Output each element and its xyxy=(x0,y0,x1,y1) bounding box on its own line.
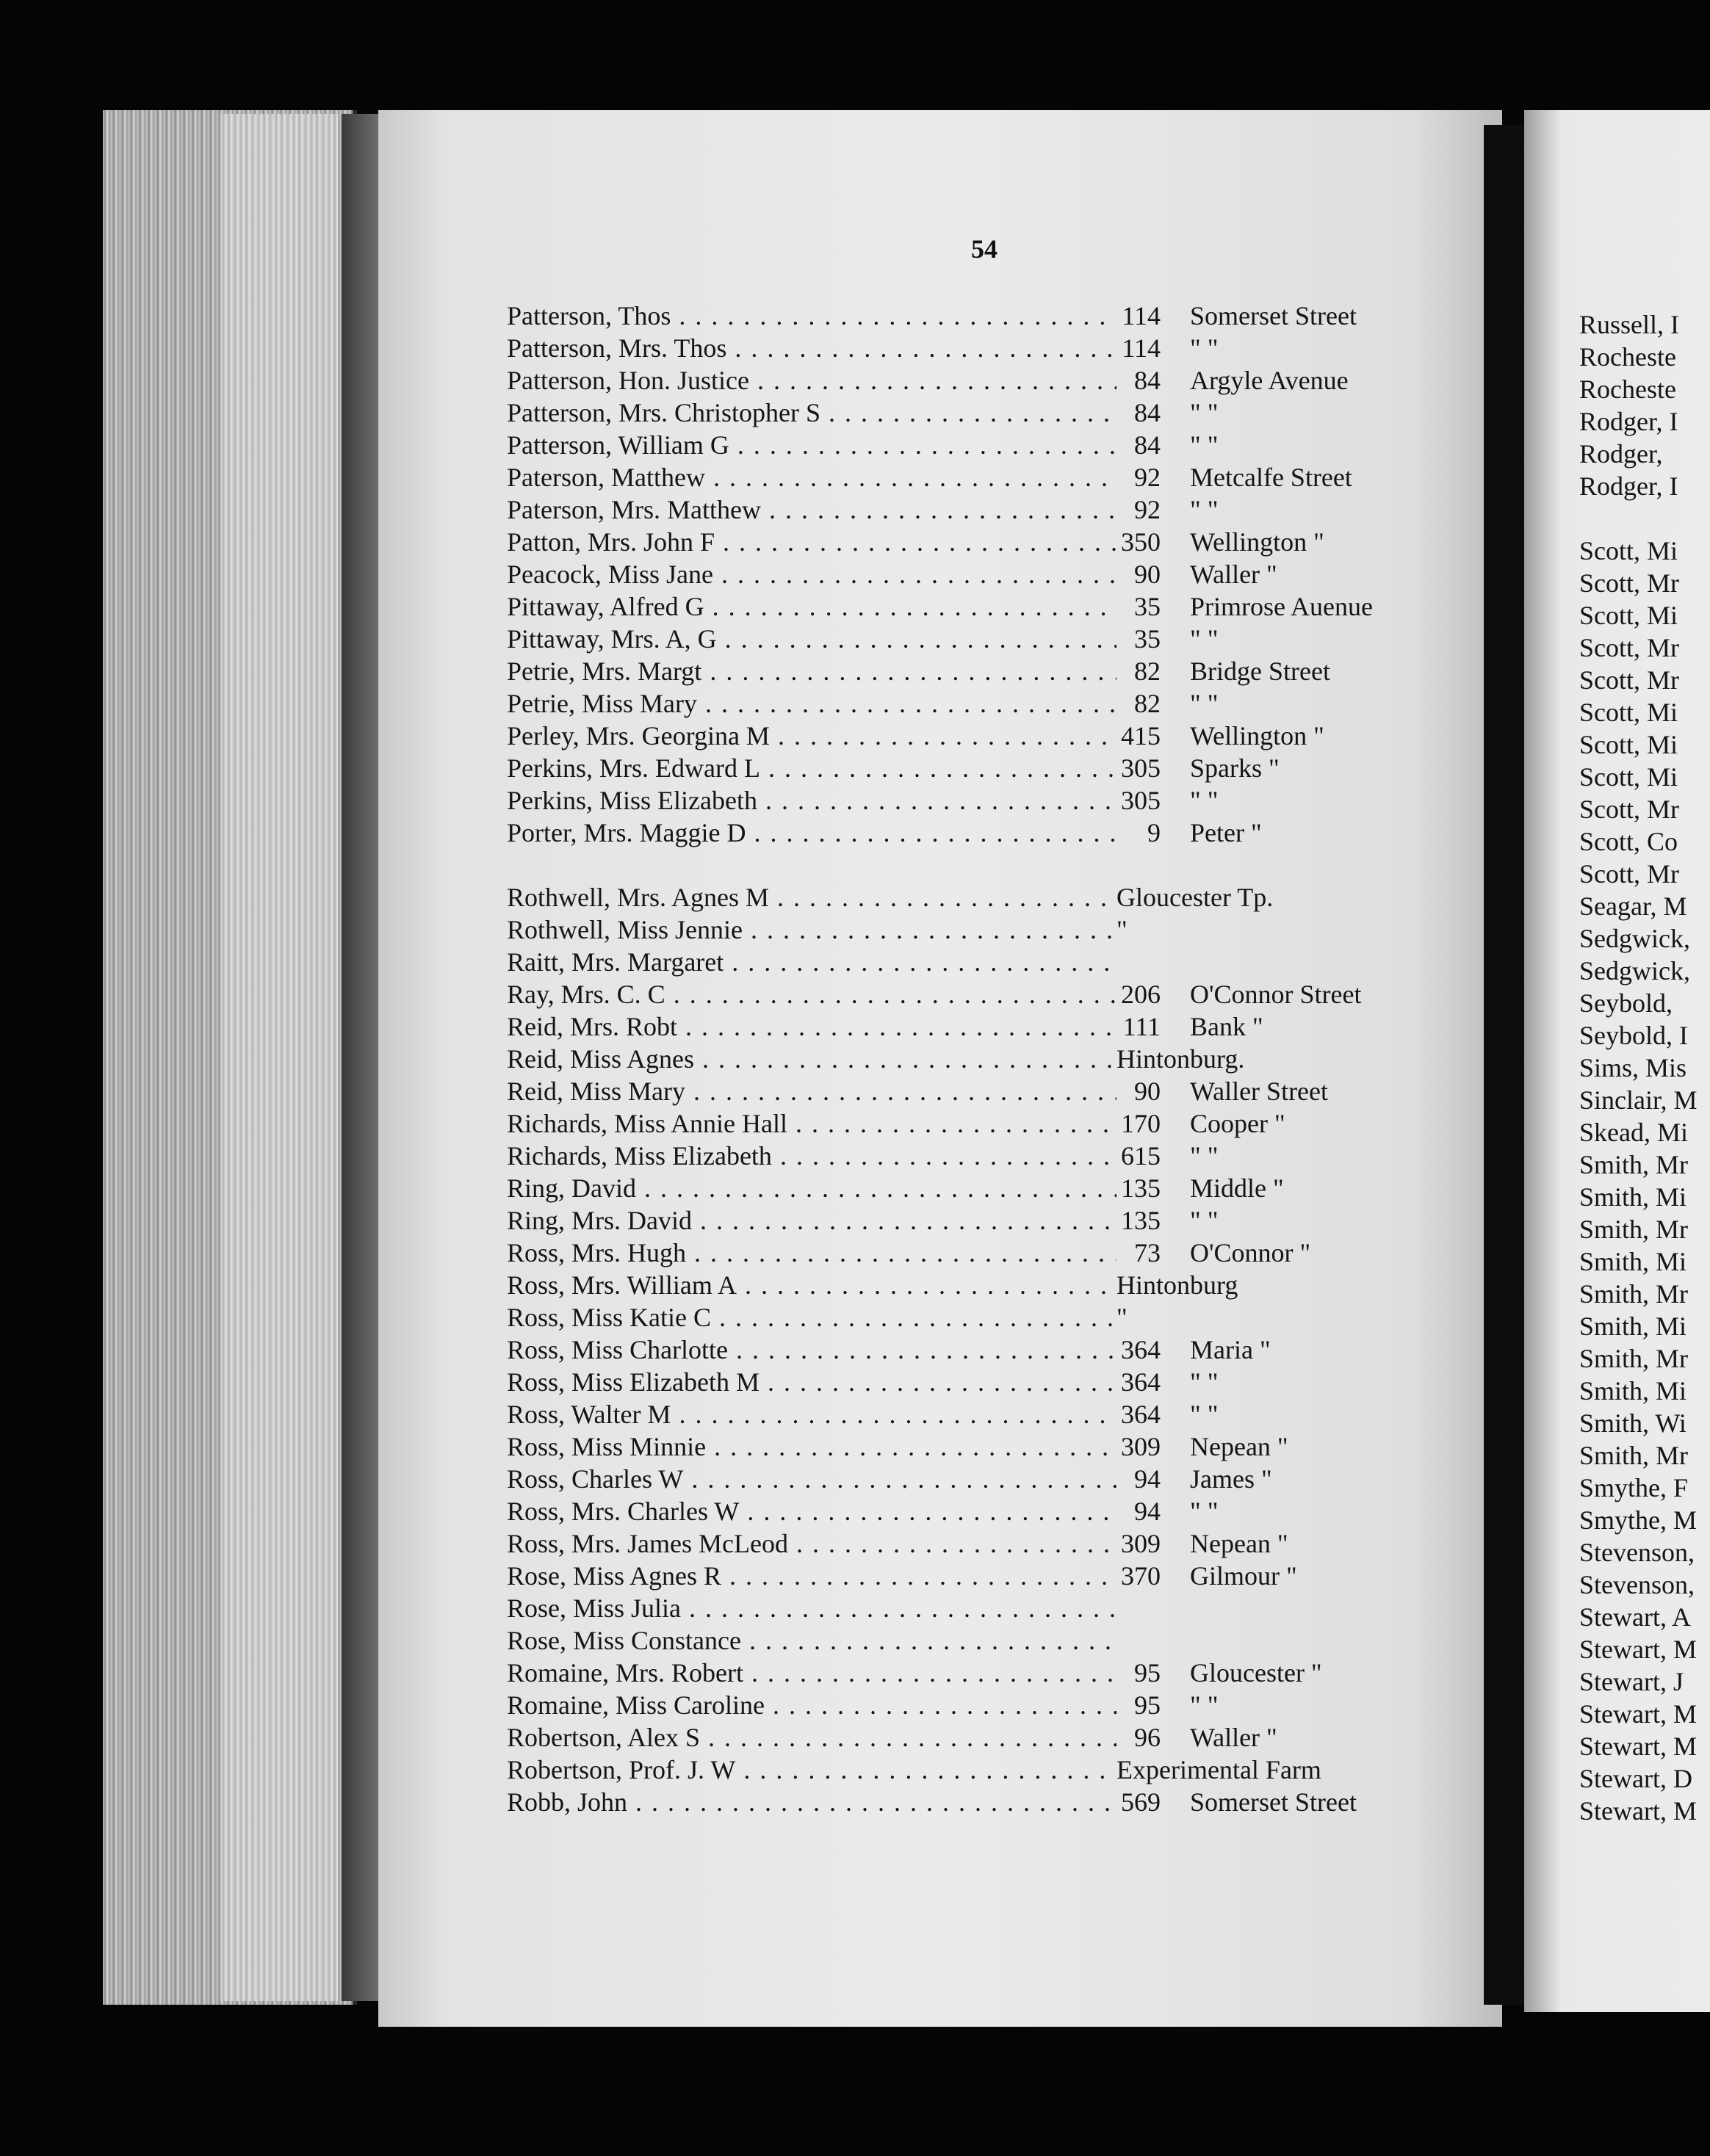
entry-name: Romaine, Mrs. Robert . . . xyxy=(507,1657,1116,1689)
entry-name: Patterson, Hon. Justice . . . xyxy=(507,364,1116,397)
facing-page-entry: Smith, Wi xyxy=(1579,1408,1686,1438)
entry-address: Gloucester Tp. xyxy=(1116,883,1274,912)
entry-name: Ross, Miss Elizabeth M . . . xyxy=(507,1366,1116,1398)
entry-name: Ring, Mrs. David . . . xyxy=(507,1204,1116,1237)
facing-page-entry: Rodger, xyxy=(1579,439,1663,469)
entry-address: Waller " xyxy=(1190,560,1277,589)
entry-name: Romaine, Miss Caroline . . . xyxy=(507,1689,1116,1721)
entry-address: Metcalfe Street xyxy=(1190,463,1352,492)
entry-street-number: 114 xyxy=(1122,301,1161,330)
directory-entry xyxy=(507,1560,1491,1592)
entry-street-number: 114 xyxy=(1122,333,1161,363)
directory-entry xyxy=(507,1366,1491,1398)
entry-name: Raitt, Mrs. Margaret . . . xyxy=(507,946,1116,978)
entry-name: Ross, Mrs. Charles W . . . xyxy=(507,1495,1116,1527)
entry-street-number: 94 xyxy=(1134,1464,1161,1494)
directory-entry xyxy=(507,1721,1491,1754)
entry-address: " " xyxy=(1190,1141,1219,1171)
entry-address: " " xyxy=(1190,430,1219,460)
directory-entry xyxy=(507,914,1491,946)
directory-entry xyxy=(507,1301,1491,1334)
entry-name: Richards, Miss Elizabeth . . . xyxy=(507,1140,1116,1172)
facing-page-entry: Smythe, F xyxy=(1579,1473,1689,1502)
facing-page-entry: Stevenson, xyxy=(1579,1538,1695,1567)
entry-street-number: 170 xyxy=(1121,1109,1161,1138)
entry-address: " " xyxy=(1190,1367,1219,1397)
entry-name: Patterson, Thos . . . xyxy=(507,300,1116,332)
entry-name: Ross, Mrs. William A . . . xyxy=(507,1269,1116,1301)
directory-entry xyxy=(507,1657,1491,1689)
facing-page-entry: Seagar, M xyxy=(1579,891,1687,921)
facing-page-entries xyxy=(1579,308,1710,1827)
entry-address: Peter " xyxy=(1190,818,1262,847)
entry-address: Somerset Street xyxy=(1190,1787,1357,1817)
entry-address: " xyxy=(1116,1303,1128,1332)
directory-entry xyxy=(507,429,1491,461)
entry-address: Wellington " xyxy=(1190,721,1324,750)
entry-address: Maria " xyxy=(1190,1335,1271,1364)
facing-page-entry: Scott, Mr xyxy=(1579,633,1680,662)
directory-entry xyxy=(507,978,1491,1010)
facing-page-entry: Smith, Mr xyxy=(1579,1441,1689,1470)
facing-page-entry: Smith, Mi xyxy=(1579,1376,1687,1406)
entry-street-number: 305 xyxy=(1121,753,1161,783)
entry-street-number: 84 xyxy=(1134,430,1161,460)
entry-address: Gloucester " xyxy=(1190,1658,1322,1687)
entry-street-number: 615 xyxy=(1121,1141,1161,1171)
entry-street-number: 370 xyxy=(1121,1561,1161,1591)
entry-address: " " xyxy=(1190,624,1219,654)
facing-page-entry: Scott, Mi xyxy=(1579,698,1678,727)
entry-name: Richards, Miss Annie Hall . . . xyxy=(507,1107,1116,1140)
facing-page-entry: Smith, Mr xyxy=(1579,1215,1689,1244)
entry-name: Rothwell, Miss Jennie . . . xyxy=(507,914,1116,946)
entry-name: Reid, Miss Agnes . . . xyxy=(507,1043,1116,1075)
entry-name: Ross, Miss Minnie . . . xyxy=(507,1430,1116,1463)
directory-entry xyxy=(507,623,1491,655)
directory-entry xyxy=(507,1463,1491,1495)
entry-address: Primrose Auenue xyxy=(1190,592,1373,621)
facing-page-entry: Scott, Mr xyxy=(1579,795,1680,824)
entry-name: Reid, Miss Mary . . . xyxy=(507,1075,1116,1107)
directory-entry xyxy=(507,1107,1491,1140)
facing-page-entry: Sims, Mis xyxy=(1579,1053,1687,1082)
facing-page-entry: Scott, Mi xyxy=(1579,601,1678,630)
entry-address: " " xyxy=(1190,1206,1219,1235)
facing-page-entry: Seybold, xyxy=(1579,988,1673,1018)
entry-street-number: 569 xyxy=(1121,1787,1161,1817)
entry-address: Argyle Avenue xyxy=(1190,366,1349,395)
directory-entry xyxy=(507,493,1491,526)
directory-entry xyxy=(507,1075,1491,1107)
entry-name: Reid, Mrs. Robt . . . xyxy=(507,1010,1116,1043)
facing-page-entry: Sedgwick, xyxy=(1579,956,1690,985)
page-edge-shadow xyxy=(342,114,378,2001)
directory-entry xyxy=(507,397,1491,429)
entry-street-number: 94 xyxy=(1134,1497,1161,1526)
facing-page-entry: Scott, Co xyxy=(1579,827,1678,856)
entry-street-number: 305 xyxy=(1121,786,1161,815)
facing-page-entry: Rodger, I xyxy=(1579,471,1678,501)
facing-page-entry: Smith, Mi xyxy=(1579,1182,1687,1212)
entry-address: Waller " xyxy=(1190,1723,1277,1752)
entry-street-number: 135 xyxy=(1121,1206,1161,1235)
directory-entry xyxy=(507,558,1491,590)
facing-page-entry: Skead, Mi xyxy=(1579,1118,1688,1147)
directory-entry xyxy=(507,1430,1491,1463)
entry-street-number: 364 xyxy=(1121,1335,1161,1364)
directory-entry xyxy=(507,364,1491,397)
book-page-edges-inner xyxy=(220,114,338,2001)
entry-name: Rothwell, Mrs. Agnes M . . . xyxy=(507,881,1116,914)
directory-entry xyxy=(507,687,1491,720)
directory-entry xyxy=(507,1269,1491,1301)
facing-page-entry: Smith, Mr xyxy=(1579,1344,1689,1373)
directory-entry xyxy=(507,1527,1491,1560)
facing-page-entry: Rodger, I xyxy=(1579,407,1678,436)
directory-entry xyxy=(507,1754,1491,1786)
entry-name: Patton, Mrs. John F . . . xyxy=(507,526,1116,558)
entry-street-number: 364 xyxy=(1121,1367,1161,1397)
entry-street-number: 92 xyxy=(1134,463,1161,492)
directory-entry xyxy=(507,1592,1491,1624)
entry-name: Rose, Miss Julia . . . xyxy=(507,1592,1116,1624)
entry-name: Ray, Mrs. C. C . . . xyxy=(507,978,1116,1010)
directory-entry xyxy=(507,784,1491,817)
facing-page-entry: Smith, Mi xyxy=(1579,1247,1687,1276)
entry-address: Somerset Street xyxy=(1190,301,1357,330)
directory-entry xyxy=(507,655,1491,687)
facing-page-entry: Rocheste xyxy=(1579,375,1676,404)
entry-name: Peacock, Miss Jane . . . xyxy=(507,558,1116,590)
entry-street-number: 96 xyxy=(1134,1723,1161,1752)
directory-entry xyxy=(507,300,1491,332)
entry-name: Ross, Miss Charlotte . . . xyxy=(507,1334,1116,1366)
entry-address: Bridge Street xyxy=(1190,656,1330,686)
facing-page-entry: Sinclair, M xyxy=(1579,1085,1698,1115)
entry-street-number: 82 xyxy=(1134,689,1161,718)
entry-address: Gilmour " xyxy=(1190,1561,1297,1591)
entry-address: Nepean " xyxy=(1190,1529,1288,1558)
facing-page-entry: Smythe, M xyxy=(1579,1505,1698,1535)
entry-street-number: 9 xyxy=(1147,818,1161,847)
directory-entry xyxy=(507,332,1491,364)
directory-entry xyxy=(507,1689,1491,1721)
entry-name: Paterson, Mrs. Matthew . . . xyxy=(507,493,1116,526)
directory-entry xyxy=(507,1237,1491,1269)
entry-name: Patterson, William G . . . xyxy=(507,429,1116,461)
directory-entry xyxy=(507,817,1491,849)
entry-address: Hintonburg. xyxy=(1116,1044,1245,1074)
entry-address: " " xyxy=(1190,786,1219,815)
directory-entry xyxy=(507,1172,1491,1204)
facing-page-entry: Smith, Mr xyxy=(1579,1279,1689,1309)
entry-address: Sparks " xyxy=(1190,753,1280,783)
entry-address: Experimental Farm xyxy=(1116,1755,1321,1784)
directory-entry xyxy=(507,1204,1491,1237)
entry-name: Patterson, Mrs. Christopher S . . . xyxy=(507,397,1116,429)
entry-address: Waller Street xyxy=(1190,1077,1329,1106)
entry-name: Perkins, Mrs. Edward L . . . xyxy=(507,752,1116,784)
entry-street-number: 84 xyxy=(1134,366,1161,395)
facing-page-entry: Stewart, M xyxy=(1579,1699,1697,1729)
entry-name: Paterson, Matthew . . . xyxy=(507,461,1116,493)
facing-page-entry: Seybold, I xyxy=(1579,1021,1688,1050)
entry-name: Ross, Walter M . . . xyxy=(507,1398,1116,1430)
entry-street-number: 84 xyxy=(1134,398,1161,427)
directory-entry xyxy=(507,1010,1491,1043)
entry-name: Perley, Mrs. Georgina M . . . xyxy=(507,720,1116,752)
entry-address: Middle " xyxy=(1190,1173,1284,1203)
entry-name: Robb, John . . . xyxy=(507,1786,1116,1818)
directory-entry xyxy=(507,1786,1491,1818)
directory-entry xyxy=(507,946,1491,978)
entry-name: Rose, Miss Agnes R . . . xyxy=(507,1560,1116,1592)
facing-page-entry: Rocheste xyxy=(1579,342,1676,372)
facing-page-entry: Scott, Mr xyxy=(1579,665,1680,695)
facing-page-entry: Stewart, M xyxy=(1579,1732,1697,1761)
directory-entry xyxy=(507,1334,1491,1366)
entry-address: " " xyxy=(1190,1400,1219,1429)
entry-name: Rose, Miss Constance . . . xyxy=(507,1624,1116,1657)
facing-page-entry: Sedgwick, xyxy=(1579,924,1690,953)
entry-street-number: 206 xyxy=(1121,980,1161,1009)
entry-name: Robertson, Prof. J. W . . . xyxy=(507,1754,1116,1786)
entry-street-number: 90 xyxy=(1134,560,1161,589)
entry-street-number: 415 xyxy=(1121,721,1161,750)
entry-street-number: 35 xyxy=(1134,624,1161,654)
entry-name: Ross, Mrs. Hugh . . . xyxy=(507,1237,1116,1269)
entry-address: " " xyxy=(1190,689,1219,718)
entry-name: Porter, Mrs. Maggie D . . . xyxy=(507,817,1116,849)
entry-address: " " xyxy=(1190,398,1219,427)
directory-entry xyxy=(507,720,1491,752)
entry-name: Ross, Charles W . . . xyxy=(507,1463,1116,1495)
entry-name: Ross, Miss Katie C . . . xyxy=(507,1301,1116,1334)
entry-street-number: 95 xyxy=(1134,1658,1161,1687)
entry-street-number: 309 xyxy=(1121,1432,1161,1461)
entry-street-number: 364 xyxy=(1121,1400,1161,1429)
facing-page-entry: Scott, Mi xyxy=(1579,730,1678,759)
entry-name: Perkins, Miss Elizabeth . . . xyxy=(507,784,1116,817)
page-number: 54 xyxy=(971,234,998,264)
entry-address: " " xyxy=(1190,1497,1219,1526)
facing-page-entry: Smith, Mi xyxy=(1579,1312,1687,1341)
facing-page-entry: Scott, Mr xyxy=(1579,859,1680,889)
entry-address: " " xyxy=(1190,495,1219,524)
facing-page-entry: Scott, Mi xyxy=(1579,536,1678,565)
facing-page-entry: Stewart, D xyxy=(1579,1764,1692,1793)
directory-entries xyxy=(507,300,1491,1818)
facing-page-entry: Stewart, M xyxy=(1579,1796,1697,1826)
directory-entry xyxy=(507,1140,1491,1172)
directory-entry xyxy=(507,590,1491,623)
directory-entry xyxy=(507,461,1491,493)
entry-name: Petrie, Miss Mary . . . xyxy=(507,687,1116,720)
entry-address: Nepean " xyxy=(1190,1432,1288,1461)
directory-entry xyxy=(507,1043,1491,1075)
entry-street-number: 135 xyxy=(1121,1173,1161,1203)
directory-entry xyxy=(507,752,1491,784)
entry-street-number: 82 xyxy=(1134,656,1161,686)
entry-street-number: 35 xyxy=(1134,592,1161,621)
entry-address: " xyxy=(1116,915,1128,944)
entry-street-number: 111 xyxy=(1122,1012,1161,1041)
facing-page-entry: Russell, I xyxy=(1579,310,1680,339)
directory-entry xyxy=(507,526,1491,558)
entry-name: Ring, David . . . xyxy=(507,1172,1116,1204)
entry-street-number: 95 xyxy=(1134,1690,1161,1720)
entry-name: Petrie, Mrs. Margt . . . xyxy=(507,655,1116,687)
entry-name: Robertson, Alex S . . . xyxy=(507,1721,1116,1754)
facing-page-entry: Scott, Mi xyxy=(1579,762,1678,792)
directory-entry xyxy=(507,1495,1491,1527)
entry-address: " " xyxy=(1190,1690,1219,1720)
facing-page-entry: Stewart, A xyxy=(1579,1602,1691,1632)
entry-name: Ross, Mrs. James McLeod . . . xyxy=(507,1527,1116,1560)
facing-page-entry: Stevenson, xyxy=(1579,1570,1695,1599)
entry-address: Wellington " xyxy=(1190,527,1324,557)
directory-entry xyxy=(507,881,1491,914)
entry-street-number: 73 xyxy=(1134,1238,1161,1267)
facing-page-entry: Stewart, M xyxy=(1579,1635,1697,1664)
directory-entry xyxy=(507,1624,1491,1657)
directory-entry xyxy=(507,1398,1491,1430)
entry-name: Pittaway, Alfred G . . . xyxy=(507,590,1116,623)
entry-name: Pittaway, Mrs. A, G . . . xyxy=(507,623,1116,655)
facing-page-entry: Smith, Mr xyxy=(1579,1150,1689,1179)
entry-address: Cooper " xyxy=(1190,1109,1285,1138)
entry-street-number: 350 xyxy=(1121,527,1161,557)
entry-name: Patterson, Mrs. Thos . . . xyxy=(507,332,1116,364)
entry-address: " " xyxy=(1190,333,1219,363)
entry-street-number: 309 xyxy=(1121,1529,1161,1558)
entry-address: Bank " xyxy=(1190,1012,1263,1041)
entry-address: O'Connor " xyxy=(1190,1238,1311,1267)
entry-address: Hintonburg xyxy=(1116,1270,1238,1300)
entry-street-number: 92 xyxy=(1134,495,1161,524)
facing-page-entry: Scott, Mr xyxy=(1579,568,1680,598)
facing-page-entry: Stewart, J xyxy=(1579,1667,1684,1696)
entry-address: O'Connor Street xyxy=(1190,980,1362,1009)
entry-address: James " xyxy=(1190,1464,1272,1494)
entry-street-number: 90 xyxy=(1134,1077,1161,1106)
